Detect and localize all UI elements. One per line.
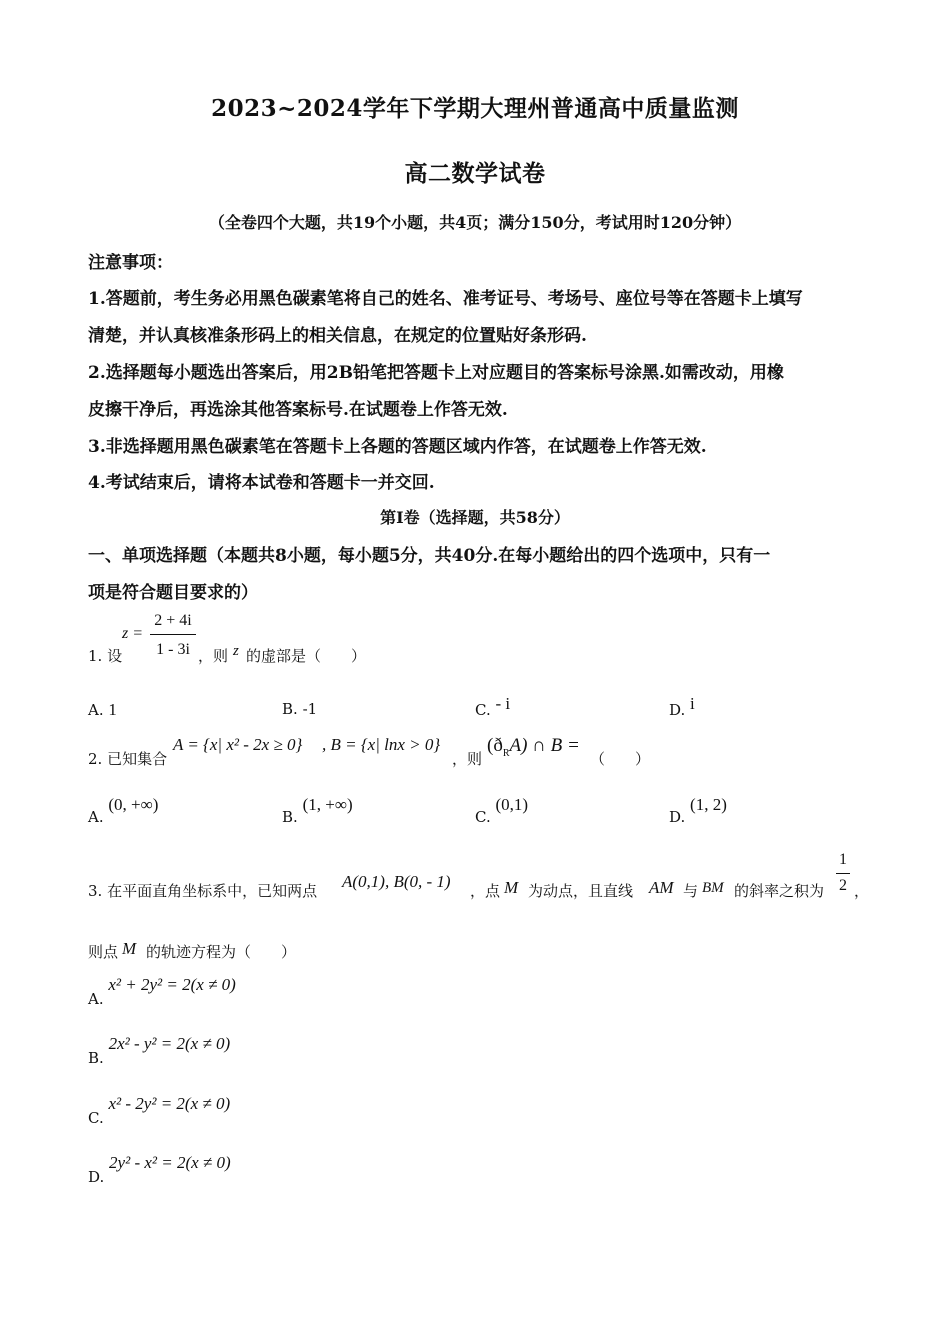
q2-option-c[interactable]: [475, 795, 529, 826]
option-label: B.: [282, 808, 298, 826]
q2-option-a[interactable]: [88, 795, 159, 826]
option-label: B.: [282, 700, 298, 718]
part-heading: 第I卷（选择题，共58分）: [380, 508, 570, 527]
q3-line2-m: M: [122, 939, 137, 958]
q3-option-b[interactable]: [88, 1034, 231, 1067]
q2-option-b[interactable]: [282, 795, 353, 826]
q3-prefix: 3. 在平面直角坐标系中，已知两点: [88, 882, 318, 900]
scope-note: （全卷四个大题，共19个小题，共4页；满分150分，考试用时120分钟）: [208, 213, 742, 232]
notice-line: 4.考试结束后，请将本试卷和答题卡一并交回.: [88, 473, 435, 493]
q3-option-d[interactable]: [88, 1153, 231, 1186]
q1-denominator: 1 - 3i: [156, 641, 190, 658]
q1-suffix-b: 的虚部是（ ）: [246, 647, 367, 665]
option-value: - i: [495, 694, 511, 713]
q1-option-c[interactable]: [475, 694, 511, 720]
option-label: D.: [669, 701, 686, 719]
q1-fraction-bar: [150, 634, 196, 635]
q3-option-c[interactable]: [88, 1094, 231, 1127]
q3-frac-den: 2: [839, 877, 847, 894]
option-value: (0,1): [495, 795, 529, 814]
q3-text-1: ，点: [470, 882, 501, 900]
q3-frac-num: 1: [839, 851, 847, 868]
q1-prefix: 1. 设: [88, 647, 123, 665]
q2-prefix: 2. 已知集合: [88, 750, 168, 768]
notice-line: 清楚，并认真核准条形码上的相关信息，在规定的位置贴好条形码.: [88, 326, 587, 346]
q2-suffix: （ ）: [590, 750, 651, 768]
q2-middle: ，则: [452, 750, 483, 768]
option-label: A.: [88, 808, 104, 826]
exam-title: 2023~2024学年下学期大理州普通高中质量监测: [211, 95, 739, 122]
q3-text-4: 的斜率之积为: [734, 882, 825, 900]
option-value: -1: [302, 700, 318, 718]
option-value: 2x² - y² = 2(x ≠ 0): [108, 1034, 231, 1053]
q2-expr-tail: A) ∩ B =: [509, 735, 580, 756]
notice-line: 1.答题前，考生务必用黑色碳素笔将自己的姓名、准考证号、考场号、座位号等在答题卡上填写: [88, 289, 803, 309]
q3-fraction-bar: [836, 873, 850, 874]
option-value: (0, +∞): [108, 795, 159, 814]
option-value: 2y² - x² = 2(x ≠ 0): [109, 1153, 231, 1172]
option-value: i: [690, 694, 695, 713]
option-label: A.: [88, 701, 104, 719]
q2-set-a: A = {x| x² - 2x ≥ 0}: [173, 735, 303, 754]
option-label: C.: [475, 701, 491, 719]
section-heading: 项是符合题目要求的）: [88, 583, 258, 603]
q1-option-a[interactable]: [88, 700, 117, 720]
option-value: x² - 2y² = 2(x ≠ 0): [108, 1094, 231, 1113]
exam-subtitle: 高二数学试卷: [404, 160, 546, 187]
q3-text-2: 为动点，且直线: [528, 882, 634, 900]
option-value: x² + 2y² = 2(x ≠ 0): [108, 975, 236, 994]
q1-z: z: [233, 643, 239, 659]
option-label: C.: [88, 1109, 104, 1127]
option-value: 1: [108, 700, 117, 719]
q3-line2-a: 则点: [88, 943, 119, 961]
q1-option-b[interactable]: [282, 700, 317, 718]
option-label: B.: [88, 1049, 104, 1067]
q1-z-eq: z =: [122, 625, 144, 642]
q3-text-3: 与: [683, 882, 699, 900]
q3-option-a[interactable]: [88, 975, 236, 1008]
notice-line: 3.非选择题用黑色碳素笔在答题卡上各题的答题区域内作答，在试题卷上作答无效.: [88, 437, 707, 457]
notice-line: 2.选择题每小题选出答案后，用2B铅笔把答题卡上对应题目的答案标号涂黑.如需改动，用橡: [88, 363, 784, 383]
notice-line: 皮擦干净后，再选涂其他答案标号.在试题卷上作答无效.: [88, 400, 508, 420]
option-label: D.: [669, 808, 686, 826]
option-label: D.: [88, 1168, 105, 1186]
q2-option-d[interactable]: [669, 795, 727, 826]
option-value: (1, 2): [690, 795, 727, 814]
q2-expr: [487, 735, 580, 759]
q3-bm: BM: [702, 880, 724, 896]
option-label: A.: [88, 990, 104, 1008]
q1-numerator: 2 + 4i: [154, 612, 192, 629]
option-label: C.: [475, 808, 491, 826]
option-value: (1, +∞): [302, 795, 353, 814]
q1-suffix-a: ，则: [198, 647, 229, 665]
q3-am: AM: [649, 878, 674, 897]
q3-m: M: [504, 878, 519, 897]
q2-set-b: , B = {x| lnx > 0}: [322, 735, 441, 754]
q3-line2-b: 的轨迹方程为（ ）: [146, 943, 297, 961]
notice-heading: 注意事项：: [88, 253, 173, 273]
complement-symbol: (ð: [487, 735, 503, 756]
q3-points: A(0,1), B(0, - 1): [342, 872, 451, 891]
section-heading: 一、单项选择题（本题共8小题，每小题5分，共40分.在每小题给出的四个选项中，只有一: [88, 546, 771, 566]
complement-subscript: R: [502, 747, 510, 759]
q3-text-5: ，: [854, 882, 870, 900]
q1-option-d[interactable]: [669, 694, 695, 720]
